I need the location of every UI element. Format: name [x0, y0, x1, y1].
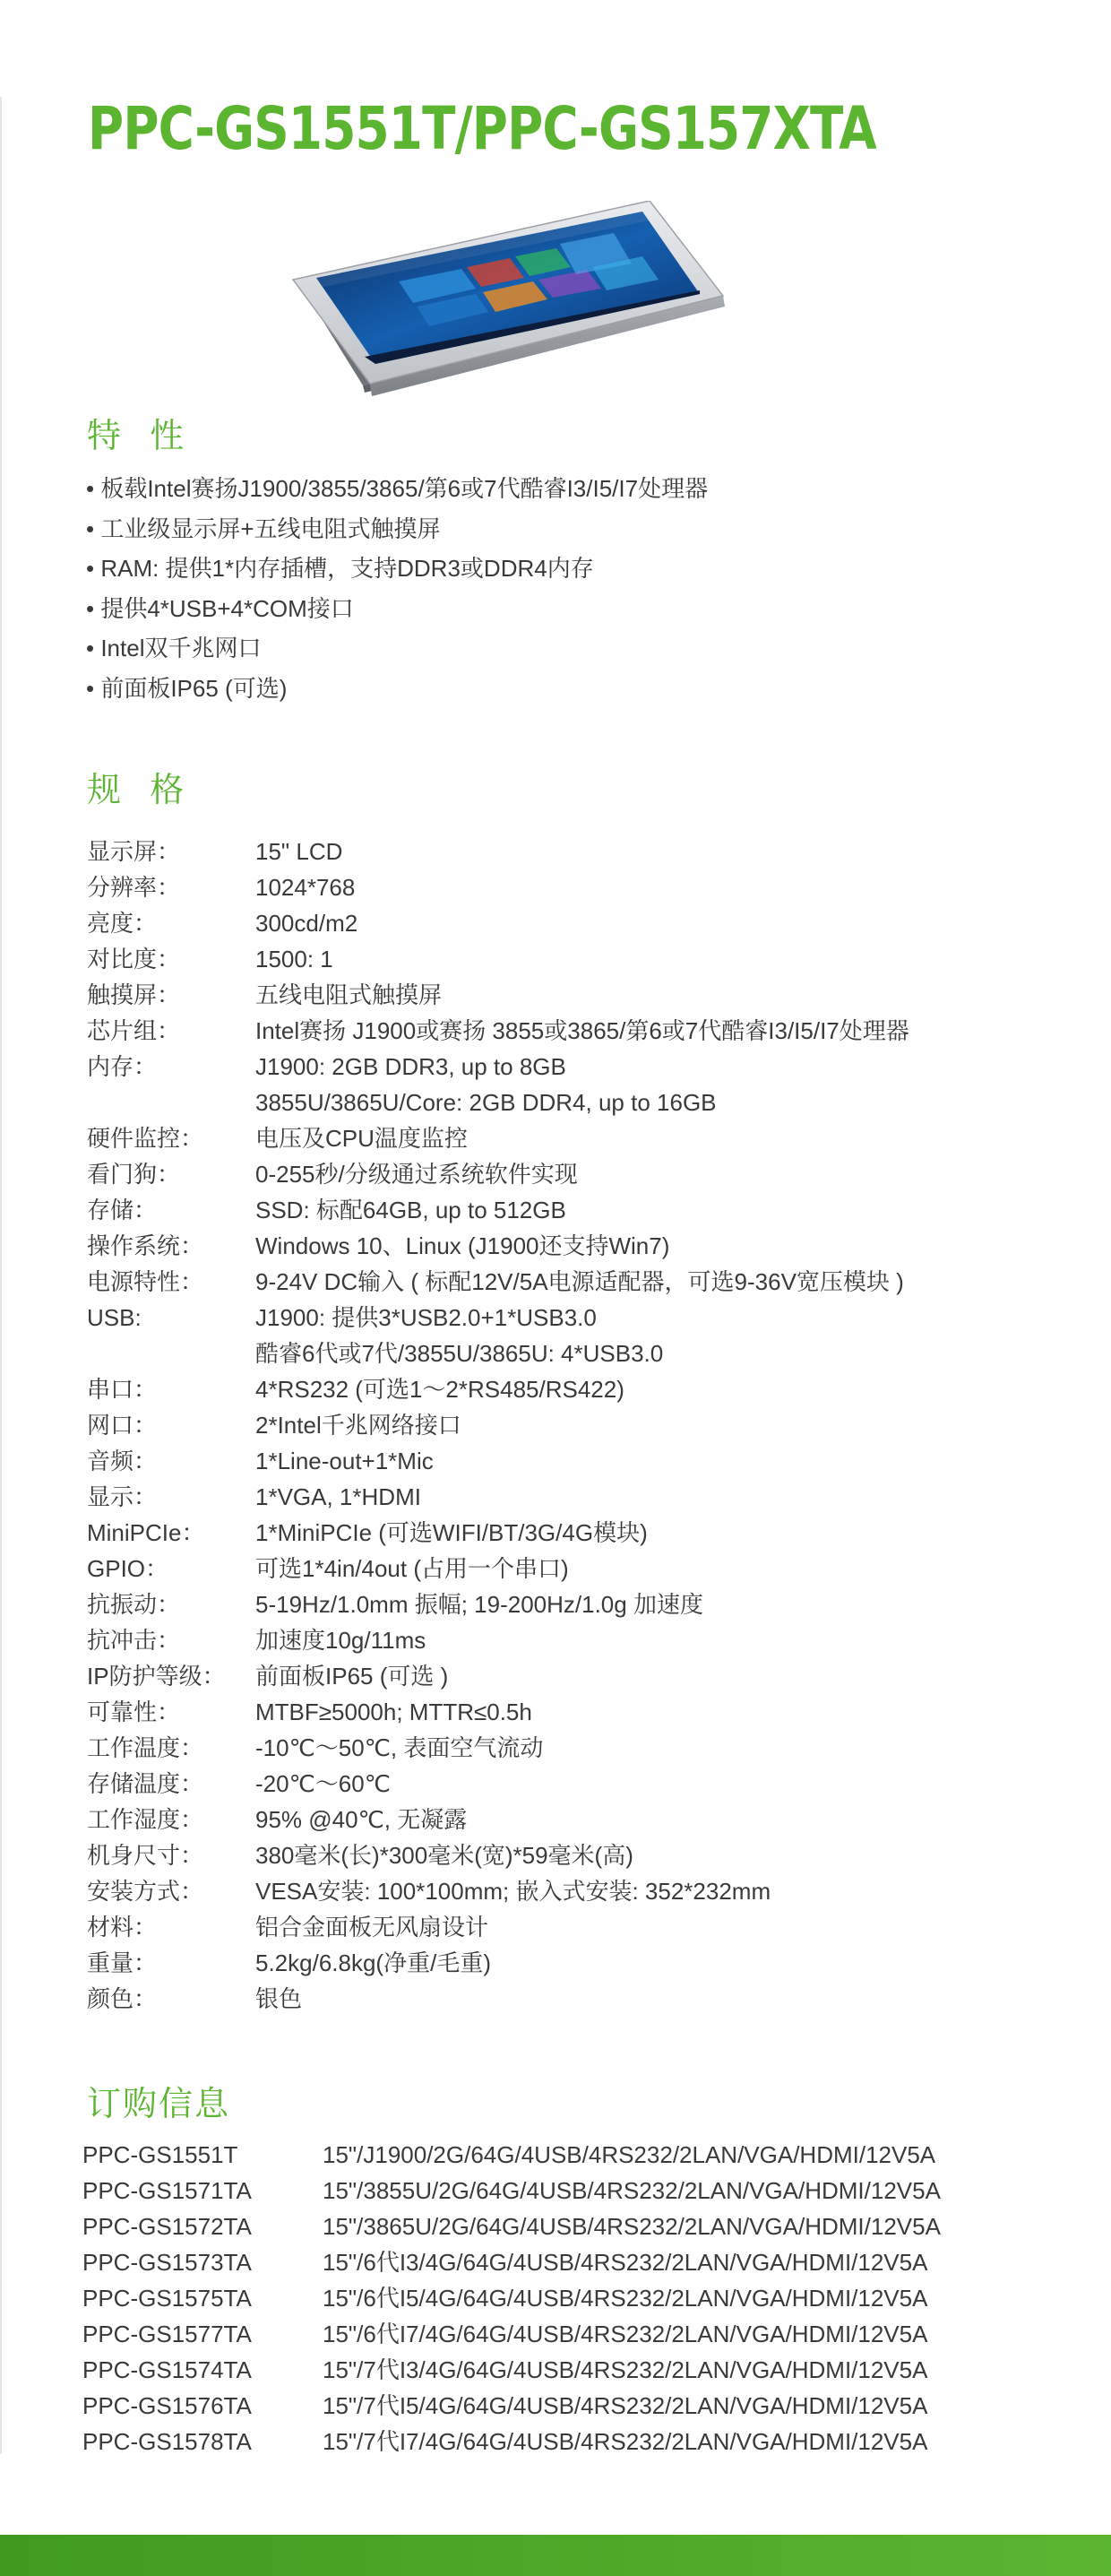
order-config: 15"/7代I3/4G/64G/4USB/4RS232/2LAN/VGA/HDMI/12V5A	[323, 2356, 928, 2383]
spec-value: 15" LCD	[255, 838, 343, 865]
spec-row	[87, 1443, 1019, 1479]
spec-label: 操作系统：	[87, 1232, 204, 1259]
spec-label: IP防护等级：	[87, 1663, 226, 1690]
spec-row	[87, 1945, 1019, 1981]
spec-label: 颜色：	[87, 1985, 158, 2012]
spec-row	[87, 1049, 1019, 1120]
specs-heading: 规 格	[87, 770, 194, 809]
spec-label: 对比度：	[87, 946, 181, 972]
order-row	[82, 2244, 941, 2280]
spec-label: 存储：	[87, 1197, 158, 1223]
spec-value: 1*Line-out+1*Mic	[255, 1448, 434, 1474]
spec-label: 工作湿度：	[87, 1806, 204, 1833]
spec-row	[87, 1515, 1019, 1551]
spec-label: 显示：	[87, 1483, 158, 1510]
spec-value: 酷睿6代或7代/3855U/3865U: 4*USB3.0	[255, 1340, 664, 1367]
spec-value: 0-255秒/分级通过系统软件实现	[255, 1161, 578, 1188]
spec-row	[87, 977, 1019, 1013]
order-model: PPC-GS1575TA	[82, 2285, 252, 2312]
spec-row	[87, 1981, 1019, 2017]
spec-value: Intel赛扬 J1900或赛扬 3855或3865/第6或7代酷睿I3/I5/I7处理器	[255, 1017, 909, 1044]
spec-row	[87, 1479, 1019, 1515]
feature-item: • Intel双千兆网口	[86, 628, 708, 669]
spec-label: 音频：	[87, 1448, 158, 1474]
spec-value: Windows 10、Linux (J1900还支持Win7)	[255, 1232, 670, 1259]
feature-item: • 板载Intel赛扬J1900/3855/3865/第6或7代酷睿I3/I5/I7处理器	[86, 469, 708, 509]
left-page-edge	[0, 97, 2, 2454]
spec-label: MiniPCIe：	[87, 1519, 205, 1546]
order-model: PPC-GS1573TA	[82, 2249, 252, 2276]
spec-row	[87, 1837, 1019, 1873]
spec-label: 可靠性：	[87, 1699, 181, 1725]
spec-value: 铝合金面板无风扇设计	[255, 1914, 489, 1941]
spec-row	[87, 1909, 1019, 1945]
spec-row	[87, 1802, 1019, 1837]
order-row	[82, 2173, 941, 2209]
feature-item: • 前面板IP65 (可选)	[86, 669, 708, 709]
spec-label: 分辨率：	[87, 874, 181, 901]
order-config: 15"/6代I7/4G/64G/4USB/4RS232/2LAN/VGA/HDMI/12V5A	[323, 2321, 928, 2347]
feature-item: • 工业级显示屏+五线电阻式触摸屏	[86, 509, 708, 549]
spec-value: 9-24V DC输入 ( 标配12V/5A电源适配器，可选9-36V宽压模块 )	[255, 1268, 904, 1295]
spec-label: USB:	[87, 1304, 142, 1331]
specs-table	[87, 834, 1019, 2017]
order-row	[82, 2388, 941, 2424]
spec-value: 可选1*4in/4out (占用一个串口)	[255, 1555, 569, 1582]
spec-value: 1*VGA, 1*HDMI	[255, 1483, 421, 1510]
order-row	[82, 2316, 941, 2352]
bottom-accent-bar	[0, 2535, 1111, 2576]
spec-value: 加速度10g/11ms	[255, 1627, 426, 1654]
spec-label: 抗冲击：	[87, 1627, 181, 1654]
spec-row	[87, 1300, 1019, 1371]
order-row	[82, 2424, 941, 2459]
order-config: 15"/6代I5/4G/64G/4USB/4RS232/2LAN/VGA/HDMI/12V5A	[323, 2285, 928, 2312]
spec-label: 存储温度：	[87, 1770, 204, 1797]
spec-row	[87, 1766, 1019, 1802]
spec-label: 看门狗：	[87, 1161, 181, 1188]
spec-label: 硬件监控：	[87, 1125, 204, 1152]
spec-value: 95% @40℃, 无凝露	[255, 1806, 468, 1833]
order-config: 15"/6代I3/4G/64G/4USB/4RS232/2LAN/VGA/HDMI/12V5A	[323, 2249, 928, 2276]
spec-value: J1900: 2GB DDR3, up to 8GB	[255, 1053, 566, 1080]
spec-row	[87, 1371, 1019, 1407]
spec-row	[87, 1407, 1019, 1443]
spec-value: 2*Intel千兆网络接口	[255, 1412, 461, 1439]
spec-row	[87, 1156, 1019, 1192]
spec-value: SSD: 标配64GB, up to 512GB	[255, 1197, 566, 1223]
spec-row	[87, 1013, 1019, 1049]
spec-value: 1500: 1	[255, 946, 333, 972]
spec-label: 触摸屏：	[87, 981, 181, 1008]
spec-label: 材料：	[87, 1914, 158, 1941]
page-title: PPC-GS1551T/PPC-GS157XTA	[88, 94, 876, 163]
spec-label: 工作温度：	[87, 1734, 204, 1761]
order-model: PPC-GS1574TA	[82, 2356, 252, 2383]
spec-row	[87, 834, 1019, 869]
feature-item: • 提供4*USB+4*COM接口	[86, 589, 708, 629]
spec-row	[87, 1586, 1019, 1622]
order-info-heading: 订购信息	[87, 2084, 231, 2123]
features-list	[86, 469, 708, 708]
spec-row	[87, 1622, 1019, 1658]
spec-label: GPIO：	[87, 1555, 169, 1582]
spec-value: J1900: 提供3*USB2.0+1*USB3.0	[255, 1304, 597, 1331]
spec-value: 1024*768	[255, 874, 356, 901]
spec-label: 串口：	[87, 1376, 158, 1403]
spec-label: 亮度：	[87, 910, 158, 937]
spec-row	[87, 1228, 1019, 1264]
spec-value: 380毫米(长)*300毫米(宽)*59毫米(高)	[255, 1842, 633, 1869]
spec-row	[87, 905, 1019, 941]
spec-value: 电压及CPU温度监控	[255, 1125, 468, 1152]
spec-value: 5-19Hz/1.0mm 振幅; 19-200Hz/1.0g 加速度	[255, 1591, 703, 1618]
spec-label: 显示屏：	[87, 838, 181, 865]
order-model: PPC-GS1571TA	[82, 2177, 252, 2204]
spec-value: 300cd/m2	[255, 910, 358, 937]
feature-item: • RAM: 提供1*内存插槽，支持DDR3或DDR4内存	[86, 549, 708, 589]
spec-label: 重量：	[87, 1949, 158, 1976]
order-model: PPC-GS1577TA	[82, 2321, 252, 2347]
order-row	[82, 2280, 941, 2316]
order-row	[82, 2137, 941, 2173]
spec-row	[87, 869, 1019, 905]
spec-value: 前面板IP65 (可选 )	[255, 1663, 449, 1690]
spec-row	[87, 1192, 1019, 1228]
spec-value: 银色	[255, 1985, 303, 2012]
order-model: PPC-GS1578TA	[82, 2428, 252, 2455]
spec-value: MTBF≥5000h; MTTR≤0.5h	[255, 1699, 532, 1725]
spec-row	[87, 941, 1019, 977]
spec-row	[87, 1120, 1019, 1156]
order-config: 15"/J1900/2G/64G/4USB/4RS232/2LAN/VGA/HDMI/12V5A	[323, 2141, 936, 2168]
features-heading: 特 性	[87, 416, 194, 455]
spec-label: 机身尺寸：	[87, 1842, 204, 1869]
spec-label: 芯片组：	[87, 1017, 181, 1044]
order-config: 15"/7代I5/4G/64G/4USB/4RS232/2LAN/VGA/HDMI/12V5A	[323, 2392, 928, 2419]
spec-label: 网口：	[87, 1412, 158, 1439]
spec-row	[87, 1730, 1019, 1766]
spec-row	[87, 1658, 1019, 1694]
spec-value: 4*RS232 (可选1～2*RS485/RS422)	[255, 1376, 624, 1403]
spec-label: 电源特性：	[87, 1268, 204, 1295]
order-row	[82, 2352, 941, 2388]
order-config: 15"/7代I7/4G/64G/4USB/4RS232/2LAN/VGA/HDMI/12V5A	[323, 2428, 928, 2455]
spec-value: 五线电阻式触摸屏	[255, 981, 443, 1008]
panel-pc-product-image	[291, 201, 726, 409]
order-model: PPC-GS1576TA	[82, 2392, 252, 2419]
order-config: 15"/3865U/2G/64G/4USB/4RS232/2LAN/VGA/HDMI/12V5A	[323, 2213, 941, 2240]
spec-value: 5.2kg/6.8kg(净重/毛重)	[255, 1949, 491, 1976]
spec-row	[87, 1873, 1019, 1909]
order-model: PPC-GS1551T	[82, 2141, 238, 2168]
spec-label: 内存：	[87, 1053, 158, 1080]
order-row	[82, 2209, 941, 2244]
spec-label: 抗振动：	[87, 1591, 181, 1618]
spec-row	[87, 1694, 1019, 1730]
spec-row	[87, 1551, 1019, 1586]
spec-value: VESA安装: 100*100mm; 嵌入式安装: 352*232mm	[255, 1878, 771, 1905]
order-info-table	[82, 2137, 941, 2459]
spec-value: -10℃～50℃, 表面空气流动	[255, 1734, 544, 1761]
spec-value: 3855U/3865U/Core: 2GB DDR4, up to 16GB	[255, 1089, 717, 1116]
spec-value: 1*MiniPCIe (可选WIFI/BT/3G/4G模块)	[255, 1519, 648, 1546]
spec-label: 安装方式：	[87, 1878, 204, 1905]
spec-value: -20℃～60℃	[255, 1770, 391, 1797]
spec-row	[87, 1264, 1019, 1300]
order-model: PPC-GS1572TA	[82, 2213, 252, 2240]
order-config: 15"/3855U/2G/64G/4USB/4RS232/2LAN/VGA/HDMI/12V5A	[323, 2177, 941, 2204]
